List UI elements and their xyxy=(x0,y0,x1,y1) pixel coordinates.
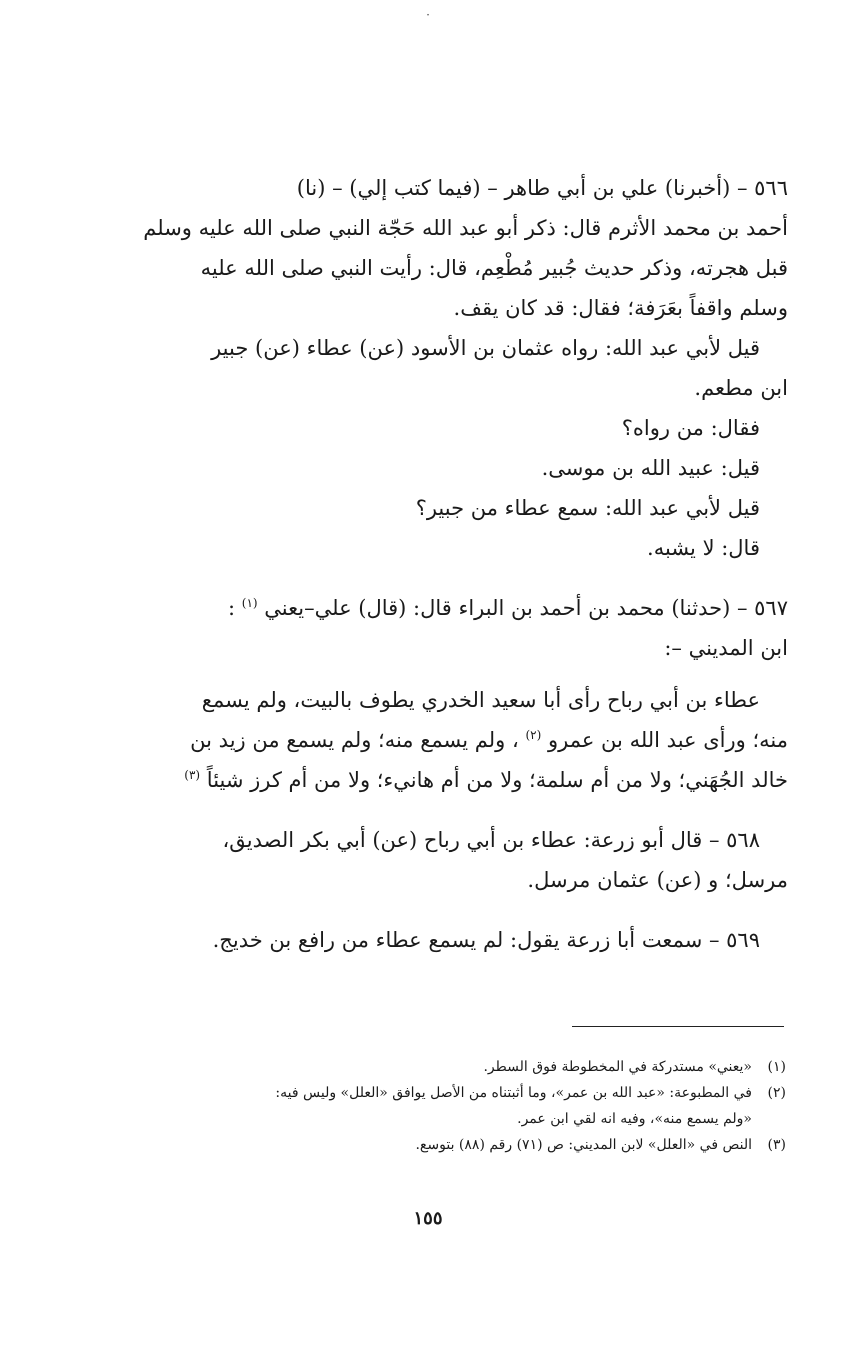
footnote-2 xyxy=(112,1080,786,1106)
entry-566-line-1: ٥٦٦ – (أخبرنا) علي بن أبي طاهر – (فيما كتب إلي) – (نا) xyxy=(296,176,788,200)
entry-567b-line-3 xyxy=(108,760,788,800)
entry-567b-line-2 xyxy=(108,720,788,760)
entry-569: ٥٦٩ – سمعت أبا زرعة يقول: لم يسمع عطاء من رافع بن خديج. xyxy=(212,928,760,952)
top-dot-mark: · xyxy=(426,8,430,22)
question-1-line-2: ابن مطعم. xyxy=(694,376,788,400)
entry-567-colon: : xyxy=(228,596,236,620)
footnote-ref-2: (٢) xyxy=(525,728,542,742)
entry-567b-text-b: ، ولم يسمع منه؛ ولم يسمع من زيد بن xyxy=(190,728,519,752)
entry-568-line-2: مرسل؛ و (عن) عثمان مرسل. xyxy=(527,868,788,892)
entry-567b-text-c: خالد الجُهَني؛ ولا من أم سلمة؛ ولا من أم هانيء؛ ولا من أم كرز شيئاً xyxy=(206,768,788,792)
entry-566-line-4: وسلم واقفاً بعَرَفة؛ فقال: قد كان يقف. xyxy=(453,296,788,320)
answer-5: قال: لا يشبه. xyxy=(647,536,760,560)
footnote-1-number: (١) xyxy=(767,1059,786,1075)
page-number: ١٥٥ xyxy=(413,1208,443,1229)
footnote-ref-1: (١) xyxy=(241,596,258,610)
entry-566-line-3: قبل هجرته، وذكر حديث جُبير مُطْعِم، قال: رأيت النبي صلى الله عليه xyxy=(200,256,788,280)
footnote-1 xyxy=(112,1054,786,1080)
footnote-divider xyxy=(572,1026,784,1027)
footnote-3-number: (٣) xyxy=(767,1137,786,1153)
entry-566-line-2: أحمد بن محمد الأثرم قال: ذكر أبو عبد الله حَجّة النبي صلى الله عليه وسلم xyxy=(143,216,788,240)
answer-4: قيل لأبي عبد الله: سمع عطاء من جبير؟ xyxy=(415,496,760,520)
footnote-ref-3: (٣) xyxy=(184,768,201,782)
footnote-2-text: في المطبوعة: «عبد الله بن عمر»، وما أثبتناه من الأصل يوافق «العلل» وليس فيه: xyxy=(275,1085,752,1101)
footnote-2-number: (٢) xyxy=(767,1085,786,1101)
question-1-line-1: قيل لأبي عبد الله: رواه عثمان بن الأسود (عن) عطاء (عن) جبير xyxy=(211,336,760,360)
entry-567-line-2: ابن المديني –: xyxy=(664,636,788,660)
entry-567b-line-1: عطاء بن أبي رباح رأى أبا سعيد الخدري يطوف بالبيت، ولم يسمع xyxy=(201,688,760,712)
footnotes xyxy=(112,1054,786,1158)
main-text xyxy=(108,168,788,960)
footnote-1-text: «يعني» مستدركة في المخطوطة فوق السطر. xyxy=(483,1059,752,1075)
answer-3: قيل: عبيد الله بن موسى. xyxy=(541,456,760,480)
entry-568-line-1: ٥٦٨ – قال أبو زرعة: عطاء بن أبي رباح (عن) أبي بكر الصديق، xyxy=(222,828,760,852)
entry-567-line-1 xyxy=(108,588,788,628)
entry-567b-text-a: منه؛ ورأى عبد الله بن عمرو xyxy=(547,728,788,752)
footnote-2-continuation: «ولم يسمع منه»، وفيه انه لقي ابن عمر. xyxy=(517,1111,752,1127)
answer-2: فقال: من رواه؟ xyxy=(621,416,760,440)
footnote-3-text: النص في «العلل» لابن المديني: ص (٧١) رقم (٨٨) بتوسع. xyxy=(415,1137,752,1153)
entry-567-text: ٥٦٧ – (حدثنا) محمد بن أحمد بن البراء قال: (قال) علي–يعني xyxy=(264,596,788,620)
footnote-3 xyxy=(112,1132,786,1158)
